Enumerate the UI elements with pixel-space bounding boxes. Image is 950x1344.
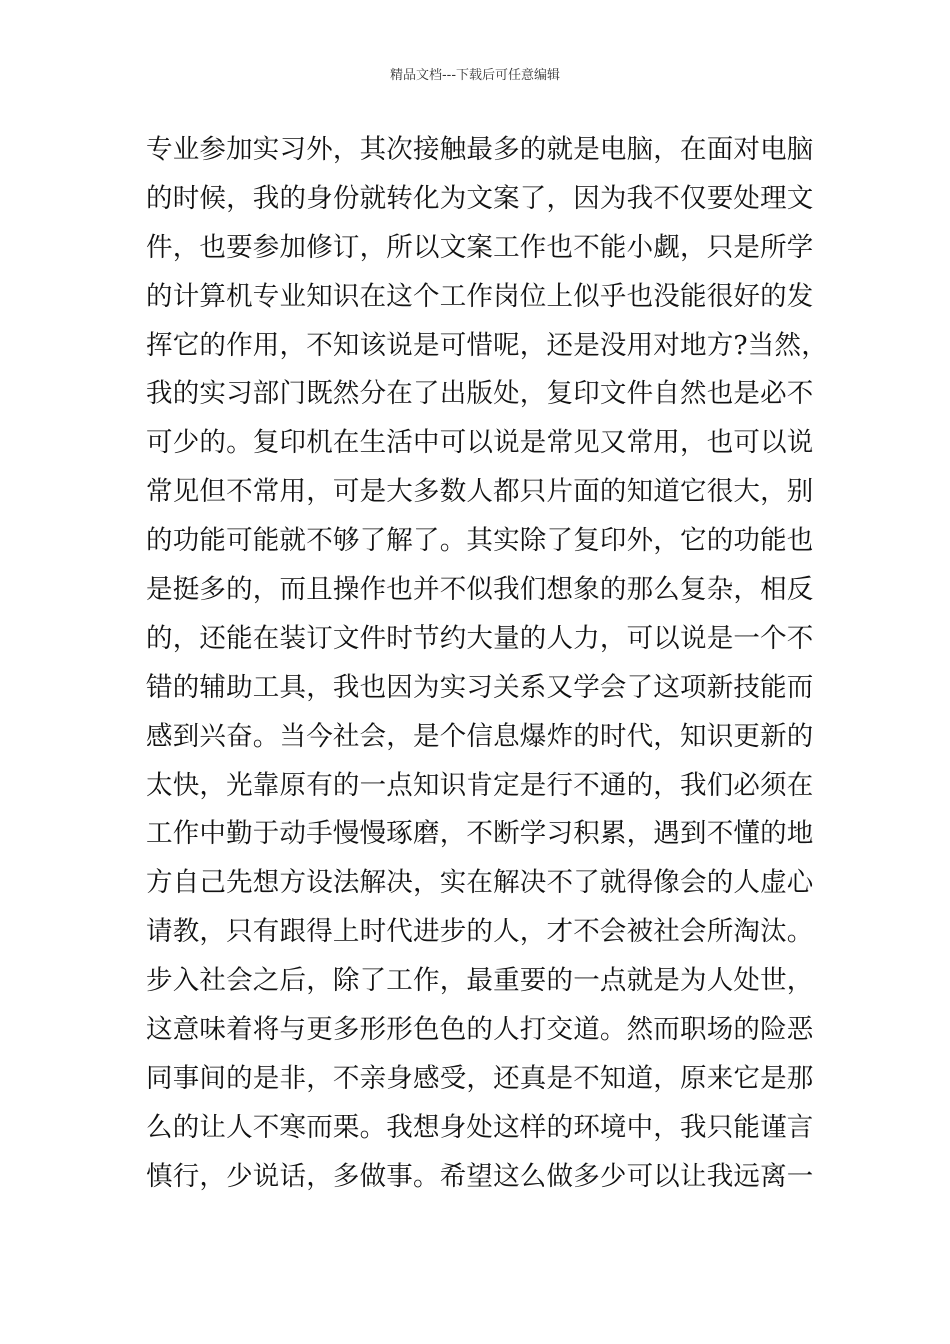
text-line: 步入社会之后，除了工作，最重要的一点就是为人处世， <box>146 965 814 997</box>
text-line: 挥它的作用，不知该说是可惜呢，还是没用对地方?当然， <box>146 329 828 361</box>
text-line: 慎行，少说话，多做事。希望这么做多少可以让我远离一 <box>146 1160 814 1192</box>
text-line: 请教，只有跟得上时代进步的人，才不会被社会所淘汰。 <box>146 916 814 948</box>
text-line: 工作中勤于动手慢慢琢磨，不断学习积累，遇到不懂的地 <box>146 818 814 850</box>
page-header: 精品文档---下载后可任意编辑 <box>389 68 561 83</box>
text-line: 我的实习部门既然分在了出版处，复印文件自然也是必不 <box>146 378 814 410</box>
text-line: 件，也要参加修订，所以文案工作也不能小觑，只是所学 <box>146 231 814 263</box>
text-line: 太快，光靠原有的一点知识肯定是行不通的，我们必须在 <box>146 769 814 801</box>
text-line: 同事间的是非，不亲身感受，还真是不知道，原来它是那 <box>146 1062 814 1094</box>
text-line: 方自己先想方设法解决，实在解决不了就得像会的人虚心 <box>146 867 814 899</box>
text-line: 么的让人不寒而栗。我想身处这样的环境中，我只能谨言 <box>146 1111 814 1143</box>
text-line: 可少的。复印机在生活中可以说是常见又常用，也可以说 <box>146 427 814 459</box>
text-line: 的，还能在装订文件时节约大量的人力，可以说是一个不 <box>146 622 814 654</box>
text-line: 的功能可能就不够了解了。其实除了复印外，它的功能也 <box>146 525 814 557</box>
text-line: 的时候，我的身份就转化为文案了，因为我不仅要处理文 <box>146 182 814 214</box>
text-line: 感到兴奋。当今社会，是个信息爆炸的时代，知识更新的 <box>146 720 814 752</box>
text-line: 错的辅助工具，我也因为实习关系又学会了这项新技能而 <box>146 671 814 703</box>
text-line: 是挺多的，而且操作也并不似我们想象的那么复杂，相反 <box>146 574 814 606</box>
document-body <box>146 126 828 1202</box>
text-line: 这意味着将与更多形形色色的人打交道。然而职场的险恶 <box>146 1014 814 1046</box>
text-line: 常见但不常用，可是大多数人都只片面的知道它很大，别 <box>146 476 814 508</box>
text-line: 的计算机专业知识在这个工作岗位上似乎也没能很好的发 <box>146 280 814 312</box>
text-line: 专业参加实习外，其次接触最多的就是电脑，在面对电脑 <box>146 134 814 165</box>
